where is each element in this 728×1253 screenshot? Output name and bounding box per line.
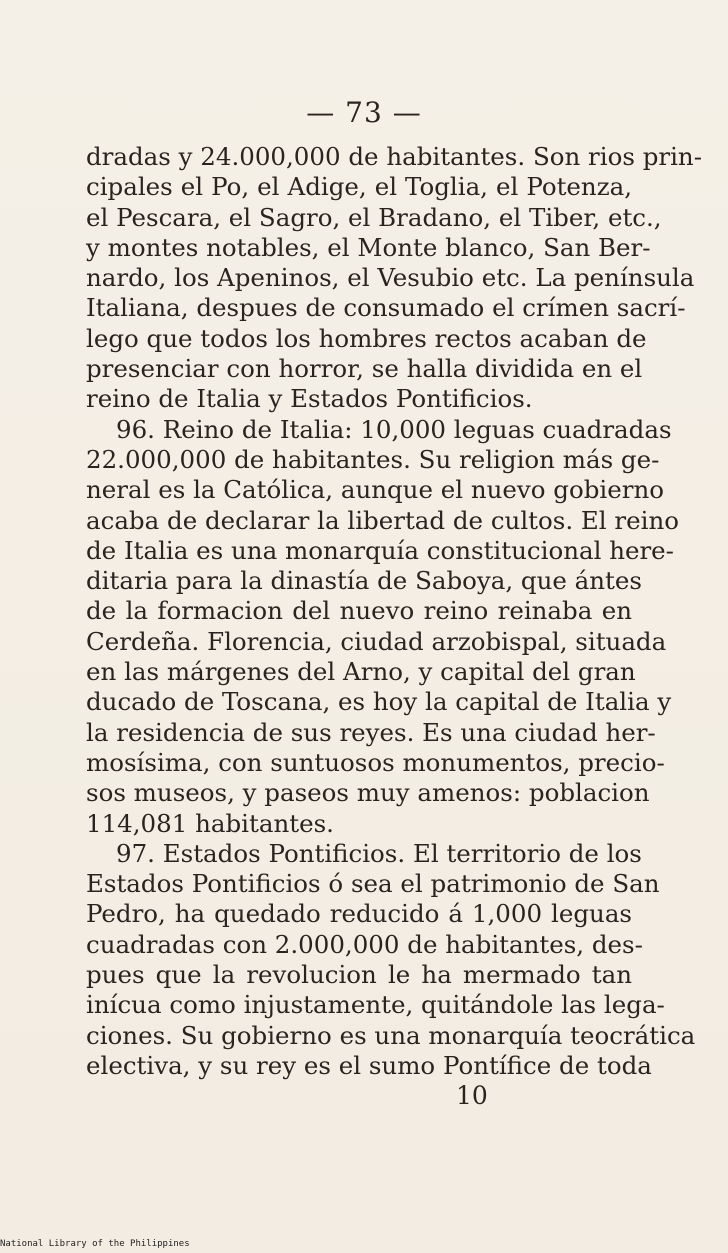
text-line: 97. Estados Pontificios. El territorio de los <box>116 838 642 868</box>
text-line: 96. Reino de Italia: 10,000 leguas cuadradas <box>116 414 672 444</box>
text-line: 22.000,000 de habitantes. Su religion más ge- <box>86 444 660 474</box>
text-line: y montes notables, el Monte blanco, San Ber- <box>86 232 651 262</box>
text-line: electiva, y su rey es el sumo Pontífice de toda <box>86 1050 652 1080</box>
text-line: Cerdeña. Florencia, ciudad arzobispal, situada <box>86 626 667 656</box>
text-line: el Pescara, el Sagro, el Bradano, el Tiber, etc., <box>86 202 662 232</box>
text-line: ducado de Toscana, es hoy la capital de Italia y <box>86 687 672 717</box>
text-line: Pedro, ha quedado reducido á 1,000 leguas <box>86 899 632 929</box>
text-line: reino de Italia y Estados Pontificios. <box>86 384 533 414</box>
text-line: 114,081 habitantes. <box>86 808 334 838</box>
text-line: nardo, los Apeninos, el Vesubio etc. La península <box>86 263 695 293</box>
text-line: la residencia de sus reyes. Es una ciudad her- <box>86 717 656 747</box>
text-line: ditaria para la dinastía de Saboya, que ántes <box>86 566 642 596</box>
library-watermark: National Library of the Philippines <box>0 1239 190 1249</box>
text-line: de Italia es una monarquía constitucional here- <box>86 535 674 565</box>
text-line: acaba de declarar la libertad de cultos. El reino <box>86 505 680 535</box>
text-line: en las márgenes del Arno, y capital del gran <box>86 657 636 687</box>
text-line: neral es la Católica, aunque el nuevo gobierno <box>86 475 664 505</box>
text-line: cuadradas con 2.000,000 de habitantes, des- <box>86 929 643 959</box>
text-line: dradas y 24.000,000 de habitantes. Son rios prin- <box>86 142 702 171</box>
text-line: pues que la revolucion le ha mermado tan <box>86 960 632 990</box>
text-line: ciones. Su gobierno es una monarquía teocrática <box>86 1020 696 1050</box>
text-line: presenciar con horror, se halla dividida en el <box>86 354 643 384</box>
text-line: de la formacion del nuevo reino reinaba en <box>86 596 632 626</box>
signature-mark: 10 <box>456 1081 488 1110</box>
text-line: Estados Pontificios ó sea el patrimonio de San <box>86 869 660 899</box>
body-text <box>86 142 702 1081</box>
text-line: inícua como injustamente, quitándole las lega- <box>86 990 665 1020</box>
text-line: cipales el Po, el Adige, el Toglia, el Potenza, <box>86 172 632 202</box>
text-line: lego que todos los hombres rectos acaban de <box>86 323 647 353</box>
text-line: mosísima, con suntuosos monumentos, precio- <box>86 747 665 777</box>
text-line: sos museos, y paseos muy amenos: poblacion <box>86 778 650 808</box>
page-number: — 73 — <box>306 96 422 129</box>
text-line: Italiana, despues de consumado el crímen sacrí- <box>86 293 686 323</box>
